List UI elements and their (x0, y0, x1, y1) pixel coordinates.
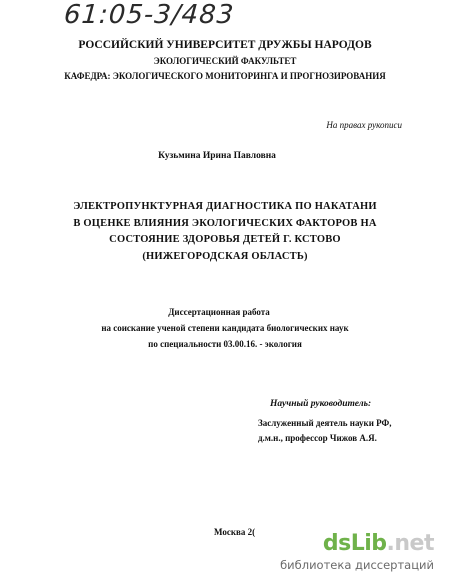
university-name: РОССИЙСКИЙ УНИВЕРСИТЕТ ДРУЖБЫ НАРОДОВ (78, 39, 372, 51)
title-line: ЭЛЕКТРОПУНКТУРНАЯ ДИАГНОСТИКА ПО НАКАТАНИ (73, 201, 377, 212)
watermark-logo-main: dsLib (322, 531, 387, 556)
title-line: В ОЦЕНКЕ ВЛИЯНИЯ ЭКОЛОГИЧЕСКИХ ФАКТОРОВ НА (73, 217, 377, 229)
supervisor-heading: Научный руководитель: (270, 399, 372, 409)
handwritten-catalog-number: 61:05-3/483 (62, 0, 236, 30)
manuscript-rights-note: На правах рукописи (326, 120, 402, 130)
title-line: (НИЖЕГОРОДСКАЯ ОБЛАСТЬ) (142, 250, 308, 262)
faculty-name: ЭКОЛОГИЧЕСКИЙ ФАКУЛЬТЕТ (153, 56, 297, 66)
degree-line: по специальности 03.00.16. - экология (148, 339, 302, 349)
supervisor-title: Заслуженный деятель науки РФ, (258, 418, 392, 428)
watermark-subtitle: библиотека диссертаций (280, 558, 434, 572)
work-type: Диссертационная работа (168, 307, 270, 317)
watermark-logo-domain: .net (386, 531, 434, 556)
department-name: КАФЕДРА: ЭКОЛОГИЧЕСКОГО МОНИТОРИНГА И ПРОГНОЗИРОВАНИЯ (64, 71, 386, 81)
city-year: Москва 2( (214, 527, 256, 537)
author-name: Кузьмина Ирина Павловна (158, 151, 276, 161)
title-line: СОСТОЯНИЕ ЗДОРОВЬЯ ДЕТЕЙ Г. КСТОВО (109, 234, 341, 245)
dissertation-title (0, 199, 450, 265)
dslib-watermark-logo (323, 531, 434, 556)
degree-line: на соискание ученой степени кандидата биологических наук (101, 323, 349, 333)
supervisor-name: д.м.н., профессор Чижов А.Я. (258, 433, 377, 443)
degree-info (0, 320, 450, 352)
